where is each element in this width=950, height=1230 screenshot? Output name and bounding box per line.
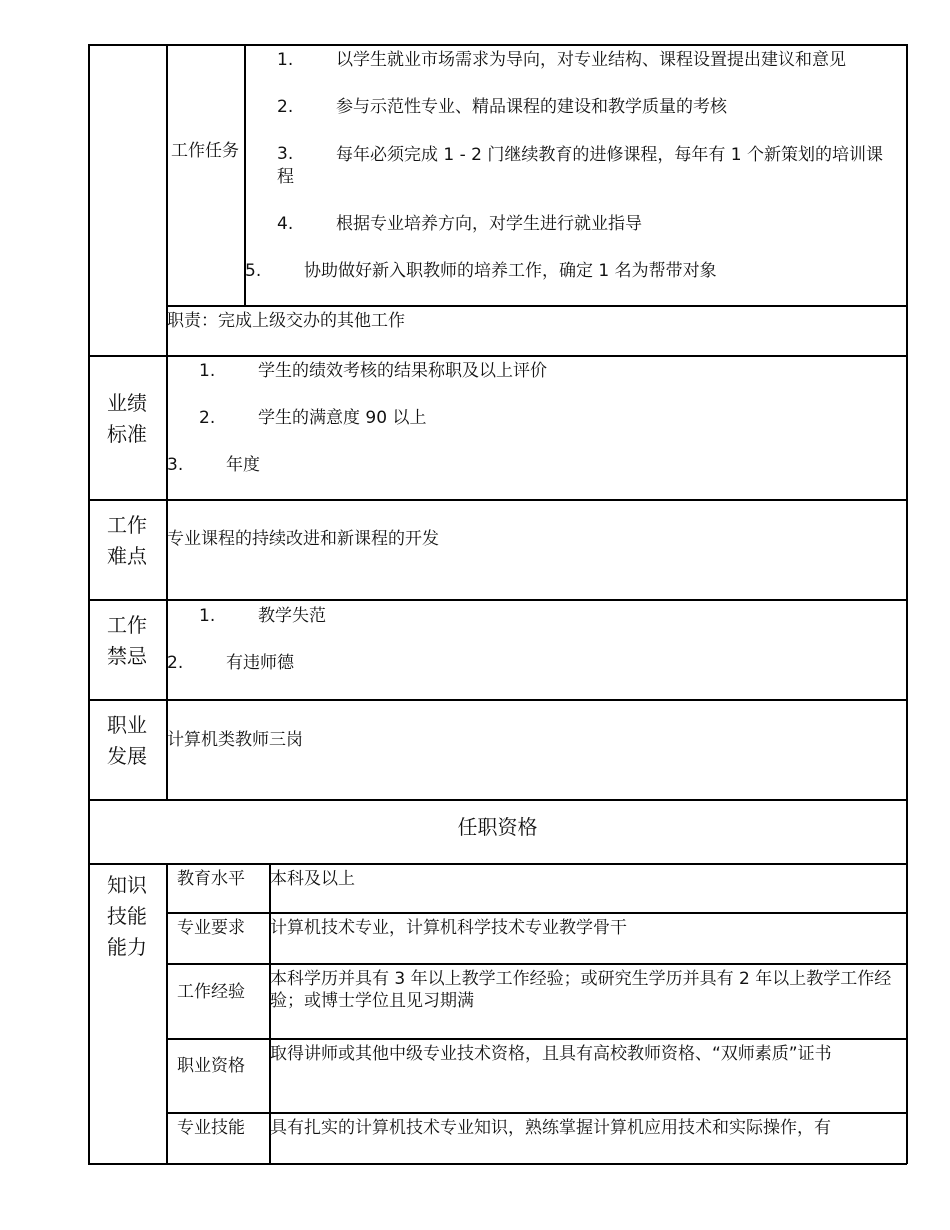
task-5-number: 5. [245,261,262,281]
qual-row-4-label: 职业资格 [177,1056,245,1076]
taboo-2-number: 2. [167,653,184,673]
divider-qualification-title [88,799,907,801]
career-text: 计算机类教师三岗 [167,730,303,750]
performance-label: 业绩标准 [107,391,147,446]
performance-3-number: 3. [167,455,184,475]
divider-qual-row5 [166,1112,907,1114]
qual-row-3-value: 本科学历并具有 3 年以上教学工作经验；或研究生学历并具有 2 年以上教学工作经验；或博士学位且见习期满 [270,969,892,1012]
difficulty-label: 工作难点 [107,513,147,568]
task-5-text: 协助做好新入职教师的培养工作，确定 1 名为帮带对象 [304,261,717,281]
taboo-1-number: 1. [199,606,216,626]
qual-row-4-value: 取得讲师或其他中级专业技术资格，且具有高校教师资格、“双师素质”证书 [270,1044,832,1064]
divider-qual-row3 [166,963,907,965]
performance-1-text: 学生的绩效考核的结果称职及以上评价 [258,361,547,381]
task-3-number: 3. [277,144,294,164]
qualification-group-label: 知识技能能力 [107,873,147,959]
table-border-left [88,44,90,1164]
divider-qual-row2 [166,912,907,914]
qual-row-2-value: 计算机技术专业，计算机科学技术专业教学骨干 [270,918,627,938]
table-border-top [88,44,907,46]
qual-row-2-label: 专业要求 [177,918,245,938]
performance-2-text: 学生的满意度 90 以上 [258,408,427,428]
divider-career [88,699,907,701]
task-4-number: 4. [277,214,294,234]
divider-duty [166,305,907,307]
qual-row-1-value: 本科及以上 [270,869,355,889]
task-1-number: 1. [277,50,294,70]
divider-qualification-body [88,863,907,865]
qual-row-5-label: 专业技能 [177,1118,245,1138]
qual-row-3-label: 工作经验 [177,982,245,1002]
career-label: 职业发展 [107,713,147,768]
task-1-text: 以学生就业市场需求为导向，对专业结构、课程设置提出建议和意见 [336,50,846,70]
performance-2-number: 2. [199,408,216,428]
task-4-text: 根据专业培养方向，对学生进行就业指导 [336,214,642,234]
task-3-text: 每年必须完成 1 - 2 门继续教育的进修课程，每年有 1 个新策划的培训课程 [277,145,884,188]
task-2-number: 2. [277,97,294,117]
taboo-1-text: 教学失范 [258,606,326,626]
duty-text: 职责：完成上级交办的其他工作 [167,311,405,331]
table-border-right [906,44,908,1164]
difficulty-text: 专业课程的持续改进和新课程的开发 [167,529,439,549]
qual-row-5-value: 具有扎实的计算机技术专业知识，熟练掌握计算机应用技术和实际操作，有 [270,1118,831,1138]
work-tasks-label: 工作任务 [171,141,239,161]
taboo-label: 工作禁忌 [107,613,147,668]
table-border-bottom [88,1163,907,1165]
divider-qual-col1 [166,863,168,1163]
qual-row-1-label: 教育水平 [177,869,245,889]
qualification-title: 任职资格 [457,815,538,839]
performance-1-number: 1. [199,361,216,381]
divider-difficulty [88,499,907,501]
divider-taboo [88,599,907,601]
task-2-text: 参与示范性专业、精品课程的建设和教学质量的考核 [336,97,727,117]
divider-qual-row4 [166,1038,907,1040]
taboo-2-text: 有违师德 [226,653,294,673]
divider-performance [88,355,907,357]
performance-3-text: 年度 [226,455,260,475]
